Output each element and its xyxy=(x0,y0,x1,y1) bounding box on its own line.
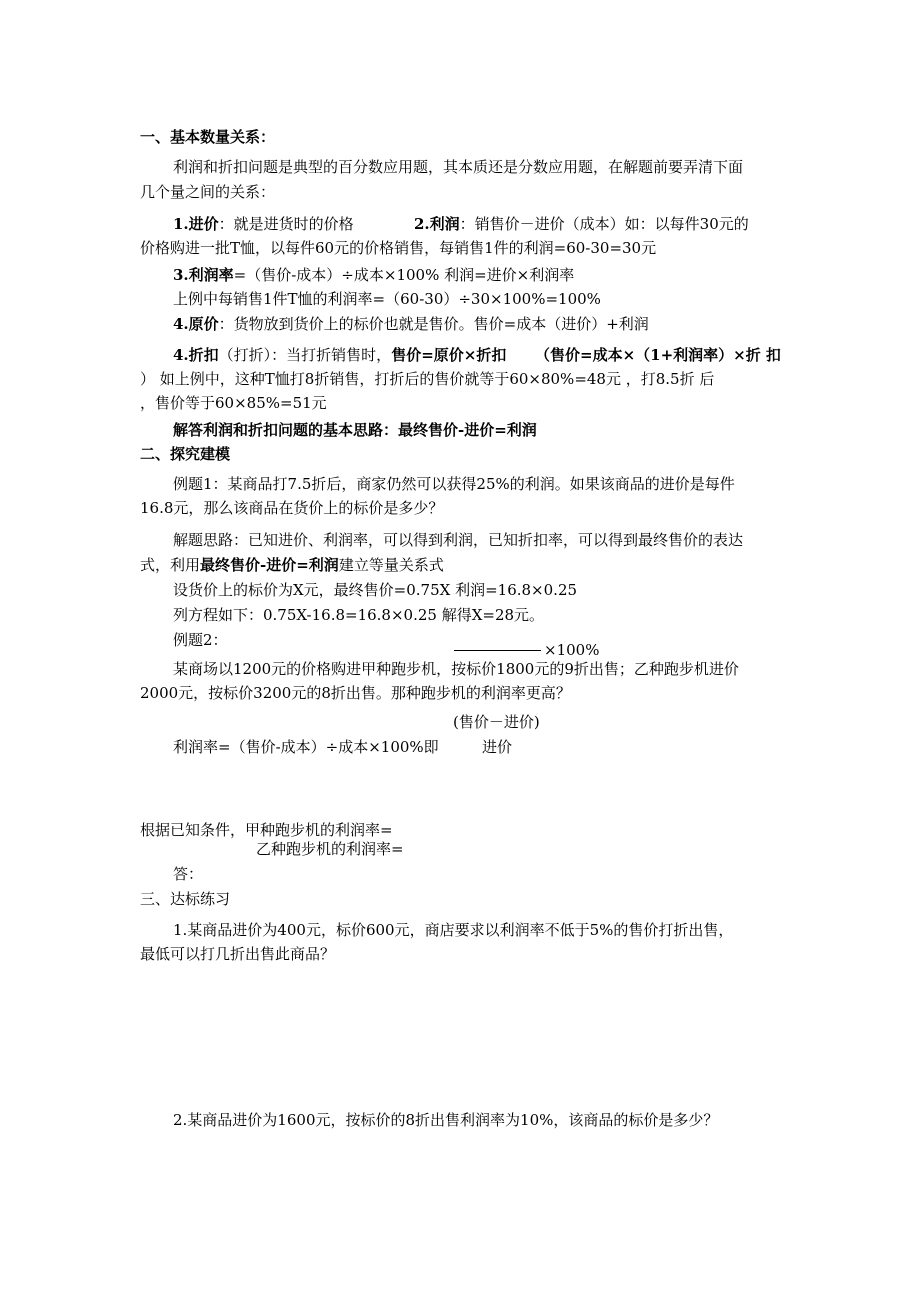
item-4b-label: 4.折扣 xyxy=(173,346,219,364)
item-1-text: ：就是进货时的价格 xyxy=(218,215,354,233)
item-4b-line xyxy=(173,345,506,365)
item-4a-text: ：货物放到货价上的标价也就是售价。售价=成本（进价）+利润 xyxy=(218,315,649,333)
item-4b-continuation-1: ） 如上例中，这种T恤打8折销售，打折后的售价就等于60×80%=48元 ，打8.5折 后 xyxy=(140,370,715,388)
idea-line-2-post: 建立等量关系式 xyxy=(338,556,444,574)
item-3-example: 上例中每销售1件T恤的利润率=（60-30）÷30×100%=100% xyxy=(173,290,601,308)
item-4b-formula-2: （售价=成本×（1+利润率）×折 扣 xyxy=(535,346,781,364)
answer-label: 答： xyxy=(173,865,204,883)
item-4a-label: 4.原价 xyxy=(173,315,219,333)
set-variable-line: 设货价上的标价为X元，最终售价=0.75X 利润=16.8×0.25 xyxy=(173,581,578,599)
example-2-label: 例题2： xyxy=(173,631,228,649)
item-2-text: ：销售价－进价（成本）如：以每件30元的 xyxy=(459,215,749,233)
item-1-line xyxy=(173,214,354,234)
item-4b-text: （打折）：当打折销售时， xyxy=(218,346,392,364)
example-2-line-2: 2000元，按标价3200元的8折出售。那种跑步机的利润率更高？ xyxy=(140,684,571,702)
idea-line-2 xyxy=(140,555,444,575)
equation-line: 列方程如下：0.75X-16.8=16.8×0.25 解得X=28元。 xyxy=(173,606,545,624)
section-2-heading: 二、探究建模 xyxy=(140,445,231,463)
idea-line-2-bold: 最终售价-进价=利润 xyxy=(200,556,339,574)
item-1-label: 1.进价 xyxy=(173,215,219,233)
fraction-numerator: (售价－进价) xyxy=(453,713,540,731)
profit-rate-formula: 利润率=（售价-成本）÷成本×100%即 xyxy=(173,738,439,756)
item-3-text: =（售价-成本）÷成本×100% 利润=进价×利润率 xyxy=(233,266,575,284)
question-1-line-2: 最低可以打几折出售此商品？ xyxy=(140,945,336,963)
item-2-continuation: 价格购进一批T恤，以每件60元的价格销售，每销售1件的利润=60-30=30元 xyxy=(140,239,657,257)
example-1-line-2: 16.8元，那么该商品在货价上的标价是多少？ xyxy=(140,499,444,517)
section-3-heading: 三、达标练习 xyxy=(140,890,231,908)
condition-line-1: 根据已知条件，甲种跑步机的利润率= xyxy=(140,821,393,839)
item-3-line xyxy=(173,265,574,285)
example-2-line-1: 某商场以1200元的价格购进甲种跑步机，按标价1800元的9折出售；乙种跑步机进价 xyxy=(173,660,739,678)
intro-line-1: 利润和折扣问题是典型的百分数应用题，其本质还是分数应用题，在解题前要弄清下面 xyxy=(173,158,744,176)
item-4a-line xyxy=(173,314,649,334)
example-1-line-1: 例题1：某商品打7.5折后，商家仍然可以获得25%的利润。如果该商品的进价是每件 xyxy=(173,475,735,493)
intro-line-2: 几个量之间的关系： xyxy=(140,183,276,201)
question-2-line-1: 2.某商品进价为1600元，按标价的8折出售利润率为10%，该商品的标价是多少？ xyxy=(173,1111,719,1129)
item-2-label: 2.利润 xyxy=(414,215,460,233)
item-4b-continuation-2: ，售价等于60×85%=51元 xyxy=(140,394,327,412)
summary-line: 解答利润和折扣问题的基本思路：最终售价-进价=利润 xyxy=(173,421,537,439)
item-3-label: 3.利润率 xyxy=(173,266,234,284)
fraction-times-100: ×100% xyxy=(544,641,600,659)
idea-line-2-pre: 式，利用 xyxy=(140,556,201,574)
item-4b-formula-1: 售价=原价×折扣 xyxy=(391,346,507,364)
item-2-line xyxy=(414,214,749,234)
idea-line-1: 解题思路：已知进价、利润率，可以得到利润，已知折扣率，可以得到最终售价的表达 xyxy=(173,531,744,549)
question-1-line-1: 1.某商品进价为400元，标价600元，商店要求以利润率不低于5%的售价打折出售， xyxy=(173,921,734,939)
fraction-bar xyxy=(454,650,541,651)
section-1-heading: 一、基本数量关系： xyxy=(140,128,276,146)
condition-line-2: 乙种跑步机的利润率= xyxy=(256,840,404,858)
fraction-denominator: 进价 xyxy=(482,738,513,756)
